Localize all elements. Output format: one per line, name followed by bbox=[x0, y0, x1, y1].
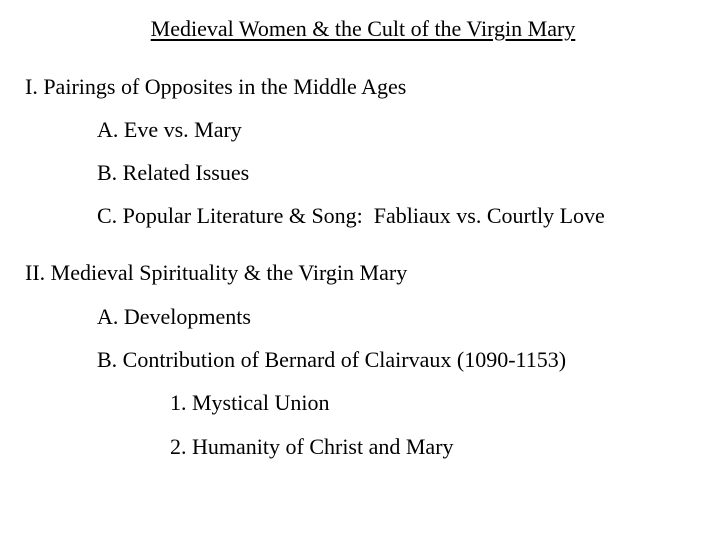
outline-heading-2: II. Medieval Spirituality & the Virgin Mary bbox=[25, 260, 408, 285]
slide-title: Medieval Women & the Cult of the Virgin Mary bbox=[150, 16, 576, 41]
outline-item-1c: C. Popular Literature & Song: Fabliaux vs. Courtly Love bbox=[97, 203, 605, 228]
outline-item-1b: B. Related Issues bbox=[97, 160, 250, 185]
outline-heading-1: I. Pairings of Opposites in the Middle Ages bbox=[25, 74, 407, 99]
outline-item-1a: A. Eve vs. Mary bbox=[97, 117, 242, 142]
outline-item-2b: B. Contribution of Bernard of Clairvaux (1090-1153) bbox=[97, 347, 567, 372]
outline-subitem-2b1: 1. Mystical Union bbox=[170, 390, 330, 415]
outline-item-2a: A. Developments bbox=[97, 304, 251, 329]
outline-subitem-2b2: 2. Humanity of Christ and Mary bbox=[170, 434, 454, 459]
